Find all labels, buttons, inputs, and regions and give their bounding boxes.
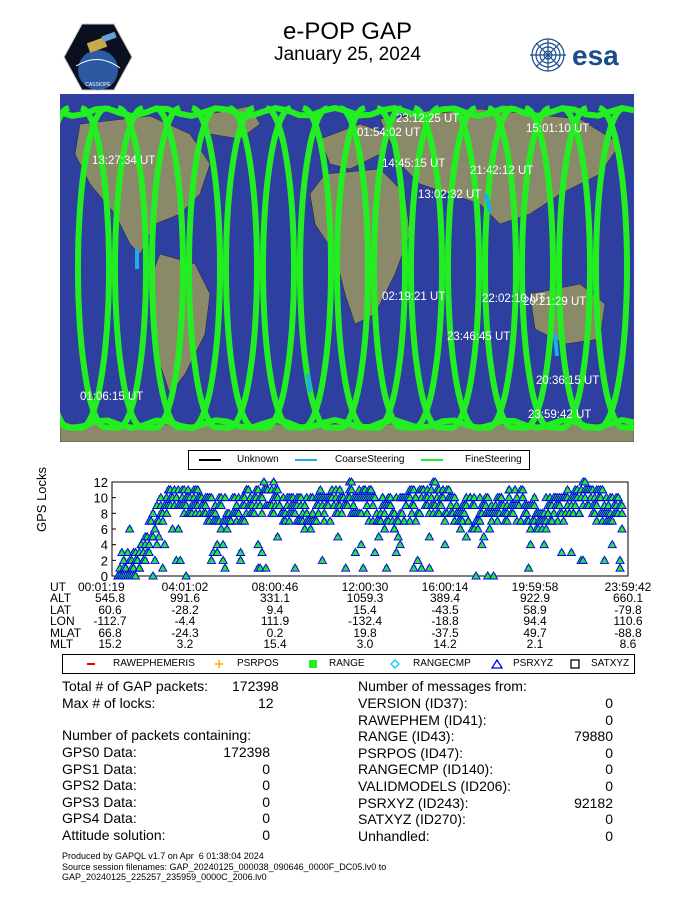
- ephem-row-name: LAT: [50, 602, 72, 617]
- track-time-label: 23:12:25 UT: [396, 113, 460, 125]
- packet-count-label: GPS0 Data:: [62, 744, 137, 760]
- esa-logo: [528, 37, 638, 73]
- ephem-cell: 00:01:19: [78, 580, 125, 594]
- ephem-cell: 9.4: [266, 602, 284, 617]
- steering-legend: [188, 450, 530, 470]
- ephem-cell: 2.1: [526, 637, 544, 651]
- ground-track-map: [60, 94, 634, 442]
- message-count-label: VALIDMODELS (ID206):: [358, 778, 512, 794]
- ephem-row-name: MLAT: [50, 625, 82, 640]
- message-count-label: Unhandled:: [358, 827, 430, 844]
- packet-count-value: 0: [262, 777, 270, 794]
- packet-count-label: GPS3 Data:: [62, 793, 137, 810]
- footer-produced-by: Produced by GAPQL v1.7 on Apr 6 01:38:04 2024: [62, 851, 264, 861]
- ephem-cell: 19:59:58: [511, 580, 559, 594]
- packet-count-value: 0: [262, 760, 270, 777]
- legend-rawephemeris: RAWEPHEMERIS: [113, 658, 195, 669]
- message-count-value: 0: [605, 711, 613, 728]
- message-count-value: 0: [605, 744, 613, 761]
- track-time-label: 01:06:15 UT: [80, 391, 144, 403]
- ephem-cell: 23:59:42: [604, 580, 652, 594]
- ephem-row-name: MLT: [50, 637, 74, 651]
- rangecmp-marker: [389, 659, 401, 669]
- track-time-label: 22:02:10 UT: [482, 293, 546, 305]
- legend-psrpos: PSRPOS: [237, 658, 279, 669]
- packet-count-label: GPS4 Data:: [62, 810, 137, 827]
- page-date: January 25, 2024: [274, 44, 421, 65]
- ephem-cell: -79.8: [614, 602, 642, 617]
- ephem-row-name: LON: [50, 614, 75, 629]
- total-packets-value: 172398: [232, 678, 279, 694]
- message-count-label: RANGECMP (ID140):: [358, 761, 494, 778]
- y-tick-label: 0: [100, 569, 108, 584]
- ephem-cell: -112.7: [93, 614, 127, 629]
- ephem-cell: -24.3: [171, 625, 199, 640]
- max-locks-label: Max # of locks:: [62, 695, 156, 711]
- ephem-cell: 991.6: [169, 591, 201, 606]
- y-tick-label: 8: [100, 506, 108, 522]
- message-count-label: SATXYZ (ID270):: [358, 811, 466, 828]
- ephem-cell: 3.2: [176, 637, 194, 651]
- message-count-value: 0: [605, 811, 613, 828]
- ephem-cell: 58.9: [523, 602, 547, 617]
- ephem-cell: 922.9: [519, 591, 551, 606]
- mission-badge-text: CASSIOPE: [85, 82, 111, 88]
- track-time-label: 01:54:02 UT: [357, 127, 421, 139]
- ephem-cell: -28.2: [171, 602, 199, 617]
- ephem-cell: -43.5: [431, 602, 459, 617]
- legend-rangecmp: RANGECMP: [413, 658, 471, 669]
- ephem-cell: 110.6: [613, 614, 643, 629]
- legend-fine: FineSteering: [465, 454, 522, 465]
- message-count-value: 0: [605, 761, 613, 778]
- chart-ylabel: GPS Locks: [34, 466, 49, 532]
- track-time-label: 13:27:34 UT: [92, 155, 156, 167]
- ephem-cell: 94.4: [523, 614, 547, 629]
- psrpos-marker: [213, 659, 225, 669]
- message-count-label: PSRXYZ (ID243):: [358, 794, 469, 811]
- coarse-steering-segment: [555, 334, 557, 356]
- mission-badge-logo: [62, 22, 134, 92]
- ephem-cell: 331.1: [259, 591, 291, 606]
- packet-count-value: 0: [262, 827, 270, 843]
- message-count-value: 79880: [574, 728, 613, 745]
- gps-locks-chart: [0, 470, 695, 585]
- message-count-value: 0: [605, 695, 613, 711]
- packet-count-value: 0: [262, 793, 270, 810]
- ephem-cell: 49.7: [523, 625, 547, 640]
- page-title: e-POP GAP: [283, 18, 412, 45]
- ephem-cell: 111.9: [260, 614, 290, 629]
- legend-unknown: Unknown: [237, 454, 279, 465]
- legend-swatch-unknown: [199, 459, 221, 461]
- ephem-cell: 12:00:30: [341, 580, 389, 594]
- packet-count-label: GPS2 Data:: [62, 777, 137, 794]
- packet-count-value: 172398: [223, 744, 270, 760]
- message-count-value: 0: [605, 827, 613, 844]
- track-time-label: 15:01:10 UT: [526, 123, 590, 135]
- packets-containing-header: Number of packets containing:: [62, 727, 252, 743]
- ephem-cell: 1059.3: [346, 591, 384, 606]
- packet-count-label: GPS1 Data:: [62, 760, 137, 777]
- track-time-label: 23:46:45 UT: [447, 331, 511, 343]
- message-count-value: 92182: [574, 794, 613, 811]
- message-count-label: VERSION (ID37):: [358, 695, 468, 711]
- y-tick-label: 4: [100, 537, 108, 553]
- ephem-cell: 19.8: [353, 625, 377, 640]
- ephem-cell: 545.8: [94, 591, 126, 606]
- rawephemeris-marker: [85, 659, 97, 669]
- track-time-label: 20:36:15 UT: [536, 375, 600, 387]
- total-packets-label: Total # of GAP packets:: [62, 678, 209, 694]
- footer-source-2: GAP_20240125_225257_235959_0000C_2006.lv0: [62, 872, 267, 882]
- track-time-label: 02:19:21 UT: [382, 291, 446, 303]
- ephem-cell: -18.8: [431, 614, 459, 629]
- legend-coarse: CoarseSteering: [335, 454, 405, 465]
- ephem-cell: 60.6: [98, 602, 122, 617]
- ephem-cell: 15.4: [353, 602, 377, 617]
- legend-satxyz: SATXYZ: [591, 658, 630, 669]
- footer-source-1: Source session filenames: GAP_20240125_000038_090646_0000F_DC05.lv0 to: [62, 861, 387, 872]
- track-time-label: 23:59:42 UT: [528, 409, 592, 421]
- ephem-cell: 3.0: [356, 637, 374, 651]
- ephem-cell: 08:00:46: [251, 580, 299, 594]
- message-count-value: 0: [605, 778, 613, 794]
- range-marker: [307, 659, 319, 669]
- ephem-cell: 389.4: [429, 591, 461, 606]
- footer: [62, 851, 386, 883]
- packet-count-value: 0: [262, 810, 270, 827]
- track-time-label: 14:45:15 UT: [382, 158, 446, 170]
- ground-track-map-svg: [60, 94, 634, 442]
- ephem-cell: -132.4: [347, 614, 383, 629]
- ephem-cell: 66.8: [98, 625, 122, 640]
- satxyz-marker: [569, 659, 581, 669]
- ephem-cell: 16:00:14: [421, 580, 469, 594]
- track-time-label: 13:02:32 UT: [418, 189, 482, 201]
- legend-swatch-coarse: [295, 459, 317, 461]
- ephem-cell: -37.5: [431, 625, 459, 640]
- ephem-cell: 0.2: [266, 625, 284, 640]
- track-time-label: 20:21:29 UT: [523, 296, 587, 308]
- y-tick-label: 10: [93, 490, 108, 506]
- message-type-legend: [62, 654, 635, 674]
- ephem-cell: 14.2: [433, 637, 457, 651]
- message-count-label: RANGE (ID43):: [358, 728, 455, 745]
- coarse-steering-segment: [308, 374, 310, 392]
- ephem-cell: -88.8: [614, 625, 642, 640]
- messages-header: Number of messages from:: [358, 678, 527, 694]
- y-tick-label: 12: [93, 475, 108, 490]
- message-count-label: RAWEPHEM (ID41):: [358, 711, 487, 728]
- ephem-cell: 8.6: [619, 637, 637, 651]
- ephem-cell: -4.4: [174, 614, 196, 629]
- y-tick-label: 6: [100, 522, 108, 537]
- ephem-cell: 04:01:02: [161, 580, 209, 594]
- ephem-cell: 15.2: [98, 637, 122, 651]
- psrxyz-marker: [491, 659, 503, 669]
- esa-logo-text: esa: [572, 40, 619, 71]
- legend-swatch-fine: [421, 459, 443, 461]
- y-tick-label: 2: [100, 553, 108, 569]
- ephem-row-name: UT: [50, 580, 66, 594]
- max-locks-value: 12: [258, 695, 274, 711]
- ephem-cell: 15.4: [263, 637, 287, 651]
- legend-range: RANGE: [329, 658, 365, 669]
- legend-psrxyz: PSRXYZ: [513, 658, 554, 669]
- ephem-row-name: ALT: [50, 591, 72, 606]
- ephem-cell: 660.1: [612, 591, 644, 606]
- track-time-label: 21:42:12 UT: [470, 165, 534, 177]
- message-count-label: PSRPOS (ID47):: [358, 744, 464, 761]
- packet-count-label: Attitude solution:: [62, 827, 166, 843]
